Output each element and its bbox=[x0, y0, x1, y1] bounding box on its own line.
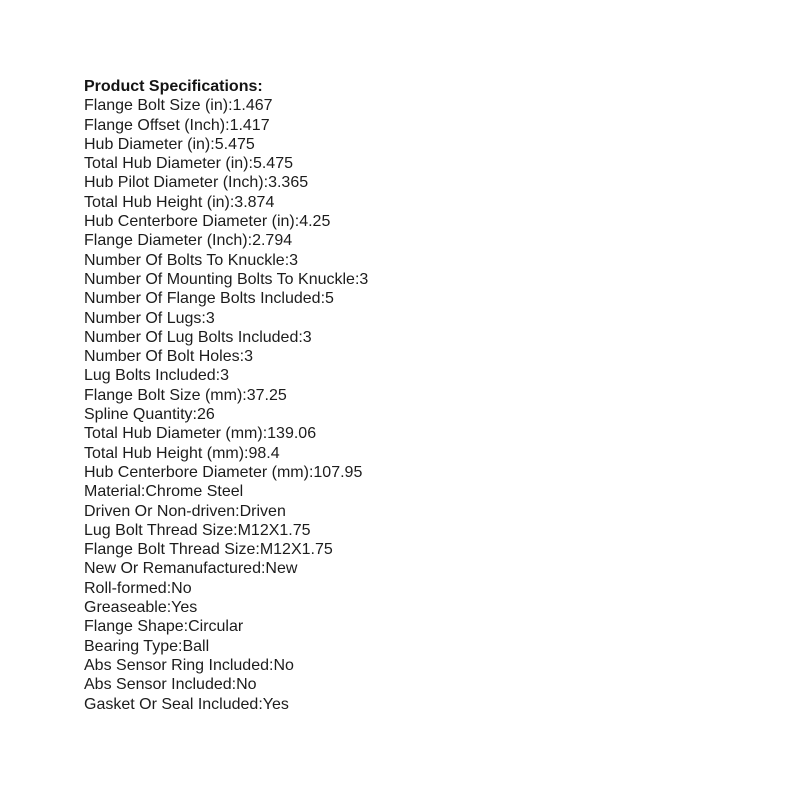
spec-line bbox=[84, 289, 368, 308]
spec-value: 1.417 bbox=[229, 116, 270, 134]
spec-value: Yes bbox=[262, 695, 289, 713]
spec-value: New bbox=[265, 560, 298, 578]
spec-line bbox=[84, 482, 368, 501]
spec-separator: : bbox=[228, 97, 233, 115]
spec-separator: : bbox=[260, 560, 266, 578]
spec-label: Material bbox=[84, 483, 141, 501]
spec-label: Flange Bolt Size (in) bbox=[84, 97, 229, 115]
spec-label: Greaseable bbox=[84, 599, 167, 617]
spec-separator: : bbox=[229, 193, 235, 211]
spec-line bbox=[84, 116, 368, 135]
spec-separator: : bbox=[192, 406, 197, 424]
spec-label: Number Of Flange Bolts Included bbox=[84, 290, 321, 308]
spec-label: Number Of Bolt Holes bbox=[84, 348, 240, 366]
spec-value: 3.874 bbox=[234, 193, 275, 211]
spec-line bbox=[84, 559, 368, 578]
spec-label: Flange Offset (Inch) bbox=[84, 116, 226, 134]
spec-separator: : bbox=[166, 579, 172, 597]
spec-line bbox=[84, 540, 368, 559]
spec-value: 139.06 bbox=[267, 425, 317, 443]
spec-label: Driven Or Non-driven bbox=[84, 502, 236, 520]
spec-label: Abs Sensor Included bbox=[84, 676, 232, 694]
spec-line bbox=[84, 328, 368, 347]
spec-label: Total Hub Diameter (mm) bbox=[84, 425, 263, 443]
spec-line bbox=[84, 463, 368, 482]
spec-label: Number Of Lug Bolts Included bbox=[84, 328, 299, 346]
spec-label: Flange Bolt Thread Size bbox=[84, 541, 256, 559]
spec-separator: : bbox=[183, 618, 189, 636]
spec-label: Hub Diameter (in) bbox=[84, 135, 211, 153]
spec-separator: : bbox=[247, 232, 253, 250]
specifications-heading: Product Specifications: bbox=[84, 78, 263, 95]
spec-separator: : bbox=[263, 174, 269, 192]
spec-separator: : bbox=[269, 656, 274, 674]
spec-value: 5 bbox=[325, 290, 334, 308]
spec-value: 3 bbox=[205, 309, 215, 327]
spec-separator: : bbox=[248, 155, 253, 173]
spec-label: Spline Quantity bbox=[84, 406, 193, 424]
spec-label: Lug Bolt Thread Size bbox=[84, 521, 234, 539]
spec-separator: : bbox=[354, 270, 360, 288]
spec-separator: : bbox=[244, 444, 249, 462]
spec-line bbox=[84, 154, 368, 173]
spec-value: No bbox=[273, 656, 294, 674]
spec-line bbox=[84, 637, 368, 656]
spec-separator: : bbox=[210, 135, 215, 153]
spec-value: 2.794 bbox=[252, 232, 293, 250]
spec-line bbox=[84, 444, 368, 463]
spec-value: 3 bbox=[359, 270, 369, 288]
spec-separator: : bbox=[242, 386, 247, 404]
spec-label: Total Hub Height (in) bbox=[84, 193, 230, 211]
spec-value: 5.475 bbox=[252, 155, 293, 173]
spec-line bbox=[84, 695, 368, 714]
spec-line bbox=[84, 347, 368, 366]
spec-separator: : bbox=[166, 599, 172, 617]
spec-label: Flange Diameter (Inch) bbox=[84, 232, 248, 250]
spec-separator: : bbox=[284, 251, 290, 269]
spec-value: 107.95 bbox=[313, 463, 363, 481]
specifications-list bbox=[84, 96, 368, 714]
spec-label: Lug Bolts Included bbox=[84, 367, 216, 385]
spec-line bbox=[84, 656, 368, 675]
spec-value: 3 bbox=[289, 251, 299, 269]
spec-value: 98.4 bbox=[248, 444, 280, 462]
spec-separator: : bbox=[255, 541, 260, 559]
spec-value: 3 bbox=[220, 367, 230, 385]
spec-line bbox=[84, 309, 368, 328]
spec-line bbox=[84, 193, 368, 212]
spec-label: Number Of Bolts To Knuckle bbox=[84, 251, 285, 269]
spec-line bbox=[84, 521, 368, 540]
spec-separator: : bbox=[262, 425, 268, 443]
spec-line bbox=[84, 366, 368, 385]
spec-separator: : bbox=[233, 521, 238, 539]
spec-line bbox=[84, 502, 368, 521]
spec-label: Flange Bolt Size (mm) bbox=[84, 386, 243, 404]
spec-separator: : bbox=[215, 367, 221, 385]
spec-value: 5.475 bbox=[214, 135, 255, 153]
spec-line bbox=[84, 598, 368, 617]
spec-separator: : bbox=[294, 213, 300, 231]
spec-value: Chrome Steel bbox=[145, 483, 244, 501]
spec-separator: : bbox=[298, 328, 303, 346]
spec-separator: : bbox=[320, 290, 326, 308]
spec-value: 1.467 bbox=[232, 97, 273, 115]
spec-line bbox=[84, 251, 368, 270]
spec-value: M12X1.75 bbox=[259, 541, 333, 559]
spec-line bbox=[84, 386, 368, 405]
spec-label: Bearing Type bbox=[84, 637, 178, 655]
spec-label: Gasket Or Seal Included bbox=[84, 695, 259, 713]
spec-label: Number Of Lugs bbox=[84, 309, 202, 327]
spec-value: No bbox=[171, 579, 192, 597]
spec-line bbox=[84, 173, 368, 192]
product-specifications-section bbox=[84, 77, 368, 714]
spec-line bbox=[84, 405, 368, 424]
spec-separator: : bbox=[239, 348, 245, 366]
spec-value: Driven bbox=[239, 502, 286, 520]
spec-label: Total Hub Height (mm) bbox=[84, 444, 245, 462]
spec-line bbox=[84, 675, 368, 694]
spec-label: New Or Remanufactured bbox=[84, 560, 261, 578]
spec-separator: : bbox=[235, 502, 240, 520]
spec-line bbox=[84, 270, 368, 289]
spec-label: Roll-formed bbox=[84, 579, 167, 597]
spec-label: Flange Shape bbox=[84, 618, 184, 636]
spec-separator: : bbox=[308, 463, 314, 481]
spec-label: Hub Centerbore Diameter (in) bbox=[84, 213, 295, 231]
spec-label: Total Hub Diameter (in) bbox=[84, 155, 249, 173]
spec-separator: : bbox=[258, 695, 263, 713]
spec-value: 26 bbox=[196, 406, 215, 424]
spec-value: Yes bbox=[171, 599, 198, 617]
spec-value: 37.25 bbox=[246, 386, 287, 404]
spec-line bbox=[84, 231, 368, 250]
spec-line bbox=[84, 424, 368, 443]
spec-value: No bbox=[236, 676, 257, 694]
spec-label: Number Of Mounting Bolts To Knuckle bbox=[84, 270, 355, 288]
spec-value: Ball bbox=[182, 637, 210, 655]
spec-label: Hub Pilot Diameter (Inch) bbox=[84, 174, 264, 192]
spec-line bbox=[84, 617, 368, 636]
spec-label: Hub Centerbore Diameter (mm) bbox=[84, 463, 309, 481]
spec-value: 3 bbox=[244, 348, 253, 366]
spec-line bbox=[84, 212, 368, 231]
spec-value: 3 bbox=[302, 328, 312, 346]
spec-value: 3.365 bbox=[268, 174, 309, 192]
spec-separator: : bbox=[140, 483, 146, 501]
spec-separator: : bbox=[201, 309, 206, 327]
spec-separator: : bbox=[231, 676, 237, 694]
spec-value: 4.25 bbox=[299, 213, 331, 231]
spec-line bbox=[84, 135, 368, 154]
spec-value: Circular bbox=[188, 618, 244, 636]
spec-line bbox=[84, 579, 368, 598]
spec-value: M12X1.75 bbox=[237, 521, 311, 539]
spec-separator: : bbox=[178, 637, 183, 655]
spec-label: Abs Sensor Ring Included bbox=[84, 656, 269, 674]
spec-separator: : bbox=[225, 116, 230, 134]
spec-line bbox=[84, 96, 368, 115]
